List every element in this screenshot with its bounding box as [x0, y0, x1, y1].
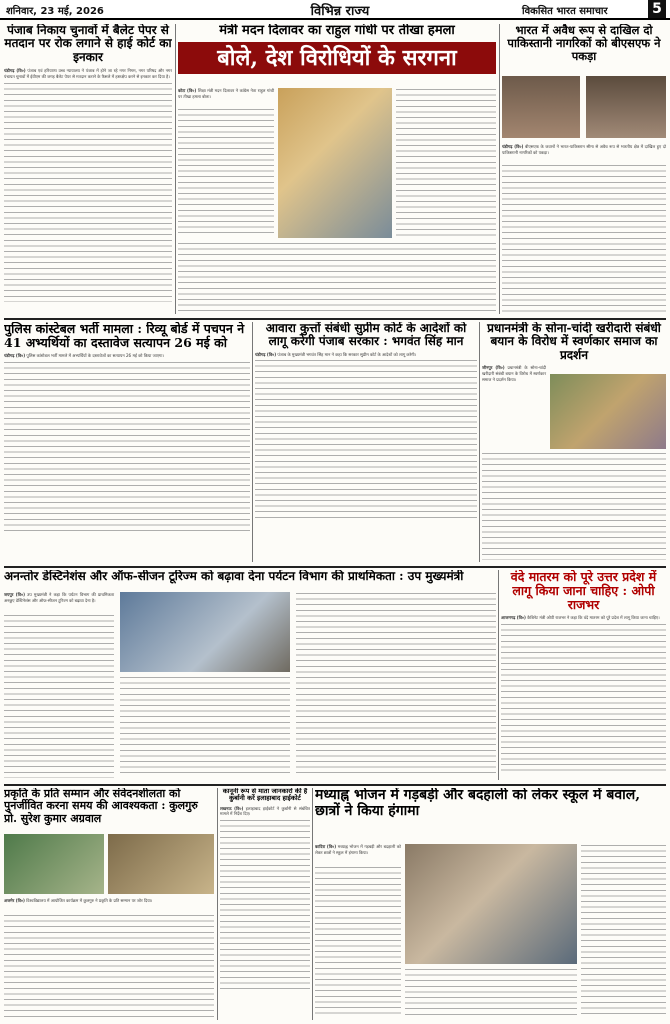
masthead: [0, 0, 670, 20]
photo-suspect-1: [502, 76, 580, 138]
dateline: चंडीगढ़ (वि०): [502, 144, 524, 149]
headline: भारत में अवैध रूप से दाखिल दो पाकिस्तानी नागरिकों को बीएसएफ ने पकड़ा: [507, 24, 661, 63]
page-number: 5: [648, 0, 666, 19]
article-text-lines: [120, 676, 290, 778]
article-lead: [482, 365, 546, 382]
article-lead: [501, 615, 666, 621]
headline: मध्याह्न भोजन में गड़बड़ी और बदहाली को लेकर स्कूल में बवाल, छात्रों ने किया हंगामा: [315, 788, 641, 819]
headline: अनन्तोर डेस्टिनेशंस और ऑफ-सीजन टूरिज्म को बढ़ावा देना पर्यटन विभाग की प्राथमिकता : उप मुख्यमंत्री: [4, 570, 464, 583]
photo-event-2: [108, 834, 214, 894]
photo-dilawar: [278, 88, 392, 238]
article-tourism: [4, 570, 496, 780]
article-constable: [4, 322, 250, 562]
headline: प्रधानमंत्री के सोना-चांदी खरीदारी संबंधी बयान के विरोध में स्वर्णकार समाज का प्रदर्शन: [487, 322, 661, 362]
article-dilawar: [178, 24, 496, 314]
article-text-lines: [4, 614, 114, 778]
article-text-lines: [581, 844, 666, 1018]
article-text-lines: [296, 592, 496, 778]
article-bsf: [502, 24, 666, 314]
article-text-lines: [255, 359, 477, 519]
article-text-lines: [4, 82, 172, 302]
dateline: कादिरा (वि०): [315, 844, 337, 849]
article-body: शिक्षा मंत्री मदन दिलावर ने कांग्रेस नेता राहुल गांधी पर तीखा हमला बोला।: [178, 88, 275, 99]
article-text-lines: [501, 623, 666, 773]
dateline: चंडीगढ़ (वि०): [4, 353, 26, 358]
article-punjab-ballot: [4, 24, 172, 314]
article-vande-mataram: [501, 570, 666, 780]
article-body: मध्याह्न भोजन में गड़बड़ी और बदहाली को लेकर छात्रों ने स्कूल में हंगामा किया।: [315, 844, 401, 855]
photo-suspect-2: [586, 76, 666, 138]
photo-school-protest: [405, 844, 577, 964]
article-nature: [4, 788, 214, 1020]
headline: प्रकृति के प्रति सम्मान और संवेदनशीलता को पुनर्जीवित करना समय की आवश्यकता : कुलगुरु प्रो. सुरेश कुमार अग्रवाल: [4, 788, 198, 825]
article-high-court: [220, 788, 310, 1020]
photo-event-1: [4, 834, 104, 894]
article-body: विश्वविद्यालय में आयोजित कार्यक्रम में कुलगुरु ने प्रकृति के प्रति सम्मान पर जोर दिया।: [26, 898, 153, 903]
headline: वंदे मातरम को पूरे उत्तर प्रदेश में लागू किया जाना चाहिए : ओपी राजभर: [510, 570, 657, 612]
section-title: विभिन्न राज्य: [310, 4, 370, 19]
article-lead: [220, 806, 310, 817]
article-lead: [255, 352, 477, 358]
article-body: इलाहाबाद हाईकोर्ट ने कुर्बानी से संबंधित मामले में निर्देश दिए।: [220, 805, 310, 817]
article-lead: [315, 844, 401, 855]
article-text-lines: [4, 914, 214, 1018]
article-body: उप मुख्यमंत्री ने कहा कि पर्यटन विभाग की प्राथमिकता अनछुए डेस्टिनेशंस और ऑफ-सीजन टूरिज्म को बढ़ावा देना है।: [4, 592, 115, 603]
dateline: अजमेर (वि०): [4, 898, 25, 903]
dateline: आजमगढ़ (वि०): [501, 615, 526, 620]
article-text-lines: [220, 819, 310, 989]
article-goldsmith-protest: [482, 322, 666, 562]
article-lead: [4, 898, 214, 904]
article-text-lines: [315, 866, 401, 1018]
article-midday-meal: [315, 788, 666, 1020]
article-body: कैबिनेट मंत्री ओपी राजभर ने कहा कि वंदे मातरम को पूरे प्रदेश में लागू किया जाना चाहिए।: [527, 615, 660, 620]
photo-tourism-meeting: [120, 592, 290, 672]
headline: आवारा कुत्तों संबंधी सुप्रीम कोर्ट के आदेशों को लागू करेगी पंजाब सरकार : भगवंत सिंह मान: [265, 322, 467, 349]
article-text-lines: [4, 361, 250, 531]
article-body: प्रधानमंत्री के सोना-चांदी खरीदारी संबंधी बयान के विरोध में स्वर्णकार समाज ने प्रदर्शन किया।: [482, 365, 546, 382]
headline: कानूनी रूप से माता जानकारों की है कुर्बानी करें इलाहाबाद हाईकोर्ट: [222, 788, 308, 803]
article-lead: [178, 88, 274, 99]
article-body: पुलिस कांस्टेबल भर्ती मामले में अभ्यर्थियों के दस्तावेजों का सत्यापन 26 मई को किया जाएगा।: [26, 353, 164, 358]
article-lead: [4, 68, 172, 79]
article-text-lines: [405, 968, 577, 1018]
article-text-lines: [482, 452, 666, 560]
article-body: बीएसएफ के जवानों ने भारत-पाकिस्तान सीमा से अवैध रूप से भारतीय क्षेत्र में दाखिल हुए दो पाकिस्तानी नागरिकों को पकड़ा।: [502, 144, 666, 155]
headline: पंजाब निकाय चुनावों में बैलेट पेपर से मतदान पर रोक लगाने से हाई कोर्ट का इनकार: [4, 24, 172, 64]
article-lead: [4, 353, 250, 359]
article-text-lines: [502, 164, 666, 312]
article-text-lines: [396, 88, 496, 238]
photo-protest: [550, 374, 666, 449]
dateline: चंडीगढ़ (वि०): [4, 68, 26, 74]
dateline: लखनऊ (वि०): [220, 805, 244, 811]
article-body: पंजाब के मुख्यमंत्री भगवंत सिंह मान ने कहा कि सरकार सुप्रीम कोर्ट के आदेशों को लागू करेगी।: [277, 351, 417, 357]
issue-date: शनिवार, 23 मई, 2026: [6, 6, 104, 17]
article-lead: [502, 144, 666, 155]
headline-banner: बोले, देश विरोधियों के सरगना: [178, 42, 496, 74]
article-stray-dogs: [255, 322, 477, 562]
dateline: कोटा (वि०): [178, 88, 197, 93]
headline: पुलिस कांस्टेबल भर्ती मामला : रिव्यू बोर्ड में पचपन ने 41 अभ्यर्थियों का दस्तावेज सत्यापन 26 मई को: [4, 322, 245, 350]
dateline: जयपुर (वि०): [4, 592, 25, 597]
kicker: मंत्री मदन दिलावर का राहुल गांधी पर तीखा हमला: [219, 24, 455, 38]
newspaper-name: विकसित भारत समाचार: [522, 6, 608, 17]
dateline: जीनपुर (वि०): [482, 365, 505, 371]
dateline: चंडीगढ़ (वि०): [255, 351, 277, 357]
article-lead: [4, 592, 114, 603]
article-text-lines: [178, 242, 496, 312]
article-body: पंजाब एवं हरियाणा उच्च न्यायालय ने पंजाब में होने जा रहे नगर निगम, नगर परिषद और नगर पंचायत चुनावों में ईवीएम की जगह बैलेट पेपर से मतदान कराने के फैसले में हस्तक्षेप करने से इनकार कर दिया है।: [4, 68, 172, 79]
article-text-lines: [178, 108, 274, 238]
